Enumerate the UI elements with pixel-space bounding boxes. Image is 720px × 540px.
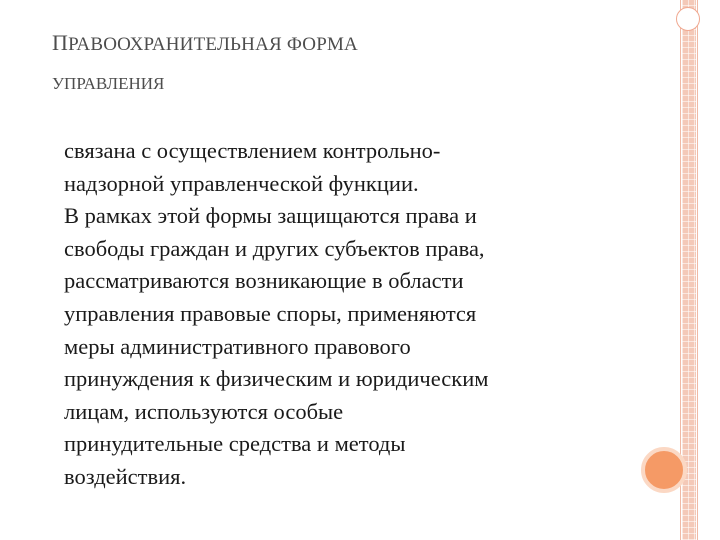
text-line: рассматриваются возникающие в области [64,268,464,294]
text-line: связана с осуществлением контрольно- [64,138,441,163]
slide-body [64,135,624,494]
text-line: меры административного правового [64,333,411,359]
text-line: надзорной управленческой функции. [64,170,419,196]
orange-circle-ornament [641,447,687,493]
paragraph-1 [64,135,624,200]
text-line: лицам, используются особые [64,398,344,424]
top-ring-ornament [676,7,700,31]
text-line: принуждения к физическим и юридическим [64,366,489,392]
text-line: свободы граждан и других субъектов права, [64,235,485,261]
slide-title [52,32,652,92]
text-line: управления правовые споры, применяются [64,300,477,326]
text-line: воздействия. [64,463,187,489]
title-rest: РАВООХРАНИТЕЛЬНАЯ ФОРМА [68,34,358,55]
side-border-line-right [697,0,698,540]
text-line: принудительные средства и методы [64,431,406,457]
title-line-1 [52,32,652,54]
text-line: В рамках этой формы защищаются права и [64,203,477,229]
paragraph-2 [64,200,624,493]
title-line-2: УПРАВЛЕНИЯ [52,74,165,93]
title-first-letter: П [52,30,69,55]
